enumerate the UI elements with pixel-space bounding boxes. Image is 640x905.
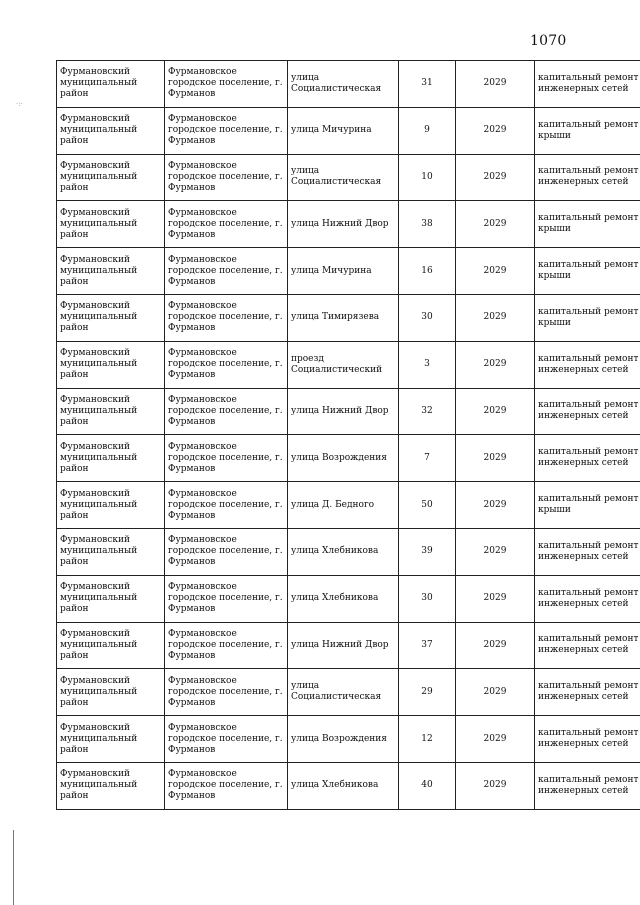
table-row: [57, 248, 640, 295]
settlement-cell: Фурмановское городское поселение, г. Фурманов: [165, 107, 288, 154]
settlement-cell: Фурмановское городское поселение, г. Фурманов: [165, 669, 288, 716]
work-type-cell: капитальный ремонт крыши: [535, 294, 640, 341]
table-row: [57, 388, 640, 435]
table-row: [57, 154, 640, 201]
work-type-cell: капитальный ремонт инженерных сетей: [535, 622, 640, 669]
house-number-cell: 32: [399, 388, 456, 435]
year-cell: 2029: [456, 528, 535, 575]
house-number-cell: 40: [399, 762, 456, 809]
table-row: [57, 762, 640, 809]
year-cell: 2029: [456, 341, 535, 388]
year-cell: 2029: [456, 154, 535, 201]
district-cell: Фурмановский муниципальный район: [57, 622, 165, 669]
street-cell: улица Д. Бедного: [288, 482, 399, 529]
house-number-cell: 10: [399, 154, 456, 201]
street-cell: улица Мичурина: [288, 248, 399, 295]
work-type-cell: капитальный ремонт инженерных сетей: [535, 388, 640, 435]
year-cell: 2029: [456, 294, 535, 341]
house-number-cell: 29: [399, 669, 456, 716]
house-number-cell: 9: [399, 107, 456, 154]
house-number-cell: 30: [399, 575, 456, 622]
street-cell: улица Хлебникова: [288, 528, 399, 575]
settlement-cell: Фурмановское городское поселение, г. Фурманов: [165, 61, 288, 108]
settlement-cell: Фурмановское городское поселение, г. Фурманов: [165, 575, 288, 622]
table-row: [57, 716, 640, 763]
street-cell: улица Нижний Двор: [288, 388, 399, 435]
street-cell: улица Нижний Двор: [288, 622, 399, 669]
house-number-cell: 37: [399, 622, 456, 669]
table-row: [57, 61, 640, 108]
table-row: [57, 435, 640, 482]
year-cell: 2029: [456, 762, 535, 809]
work-type-cell: капитальный ремонт инженерных сетей: [535, 575, 640, 622]
work-type-cell: капитальный ремонт инженерных сетей: [535, 716, 640, 763]
table-row: [57, 575, 640, 622]
district-cell: Фурмановский муниципальный район: [57, 61, 165, 108]
district-cell: Фурмановский муниципальный район: [57, 435, 165, 482]
year-cell: 2029: [456, 716, 535, 763]
district-cell: Фурмановский муниципальный район: [57, 482, 165, 529]
house-number-cell: 12: [399, 716, 456, 763]
table-row: [57, 201, 640, 248]
table-row: [57, 622, 640, 669]
street-cell: улица Социалистическая: [288, 154, 399, 201]
year-cell: 2029: [456, 622, 535, 669]
house-number-cell: 16: [399, 248, 456, 295]
settlement-cell: Фурмановское городское поселение, г. Фурманов: [165, 341, 288, 388]
house-number-cell: 30: [399, 294, 456, 341]
year-cell: 2029: [456, 388, 535, 435]
settlement-cell: Фурмановское городское поселение, г. Фурманов: [165, 201, 288, 248]
street-cell: улица Социалистическая: [288, 61, 399, 108]
street-cell: улица Социалистическая: [288, 669, 399, 716]
scan-artifact: ·:·: [16, 100, 23, 108]
work-type-cell: капитальный ремонт инженерных сетей: [535, 528, 640, 575]
settlement-cell: Фурмановское городское поселение, г. Фурманов: [165, 248, 288, 295]
settlement-cell: Фурмановское городское поселение, г. Фурманов: [165, 528, 288, 575]
district-cell: Фурмановский муниципальный район: [57, 669, 165, 716]
district-cell: Фурмановский муниципальный район: [57, 388, 165, 435]
repair-program-table: [56, 60, 640, 810]
house-number-cell: 31: [399, 61, 456, 108]
street-cell: улица Нижний Двор: [288, 201, 399, 248]
year-cell: 2029: [456, 107, 535, 154]
district-cell: Фурмановский муниципальный район: [57, 528, 165, 575]
work-type-cell: капитальный ремонт инженерных сетей: [535, 61, 640, 108]
house-number-cell: 38: [399, 201, 456, 248]
street-cell: улица Тимирязева: [288, 294, 399, 341]
year-cell: 2029: [456, 248, 535, 295]
table-row: [57, 482, 640, 529]
district-cell: Фурмановский муниципальный район: [57, 201, 165, 248]
page-number: 1070: [530, 33, 567, 49]
year-cell: 2029: [456, 201, 535, 248]
year-cell: 2029: [456, 61, 535, 108]
work-type-cell: капитальный ремонт инженерных сетей: [535, 669, 640, 716]
table-body: [57, 61, 640, 810]
work-type-cell: капитальный ремонт крыши: [535, 201, 640, 248]
street-cell: проезд Социалистический: [288, 341, 399, 388]
house-number-cell: 50: [399, 482, 456, 529]
settlement-cell: Фурмановское городское поселение, г. Фурманов: [165, 762, 288, 809]
table-row: [57, 669, 640, 716]
table-row: [57, 528, 640, 575]
street-cell: улица Хлебникова: [288, 575, 399, 622]
year-cell: 2029: [456, 435, 535, 482]
street-cell: улица Возрождения: [288, 716, 399, 763]
district-cell: Фурмановский муниципальный район: [57, 575, 165, 622]
table-row: [57, 294, 640, 341]
settlement-cell: Фурмановское городское поселение, г. Фурманов: [165, 294, 288, 341]
street-cell: улица Мичурина: [288, 107, 399, 154]
district-cell: Фурмановский муниципальный район: [57, 294, 165, 341]
house-number-cell: 39: [399, 528, 456, 575]
year-cell: 2029: [456, 669, 535, 716]
scan-margin-line: [13, 830, 14, 905]
settlement-cell: Фурмановское городское поселение, г. Фурманов: [165, 435, 288, 482]
district-cell: Фурмановский муниципальный район: [57, 248, 165, 295]
work-type-cell: капитальный ремонт инженерных сетей: [535, 435, 640, 482]
work-type-cell: капитальный ремонт крыши: [535, 248, 640, 295]
district-cell: Фурмановский муниципальный район: [57, 154, 165, 201]
district-cell: Фурмановский муниципальный район: [57, 107, 165, 154]
work-type-cell: капитальный ремонт инженерных сетей: [535, 341, 640, 388]
year-cell: 2029: [456, 482, 535, 529]
settlement-cell: Фурмановское городское поселение, г. Фурманов: [165, 716, 288, 763]
work-type-cell: капитальный ремонт инженерных сетей: [535, 762, 640, 809]
house-number-cell: 7: [399, 435, 456, 482]
street-cell: улица Хлебникова: [288, 762, 399, 809]
work-type-cell: капитальный ремонт крыши: [535, 107, 640, 154]
settlement-cell: Фурмановское городское поселение, г. Фурманов: [165, 388, 288, 435]
table-row: [57, 341, 640, 388]
settlement-cell: Фурмановское городское поселение, г. Фурманов: [165, 154, 288, 201]
year-cell: 2029: [456, 575, 535, 622]
settlement-cell: Фурмановское городское поселение, г. Фурманов: [165, 482, 288, 529]
district-cell: Фурмановский муниципальный район: [57, 716, 165, 763]
house-number-cell: 3: [399, 341, 456, 388]
table-row: [57, 107, 640, 154]
street-cell: улица Возрождения: [288, 435, 399, 482]
district-cell: Фурмановский муниципальный район: [57, 341, 165, 388]
settlement-cell: Фурмановское городское поселение, г. Фурманов: [165, 622, 288, 669]
district-cell: Фурмановский муниципальный район: [57, 762, 165, 809]
work-type-cell: капитальный ремонт крыши: [535, 482, 640, 529]
work-type-cell: капитальный ремонт инженерных сетей: [535, 154, 640, 201]
